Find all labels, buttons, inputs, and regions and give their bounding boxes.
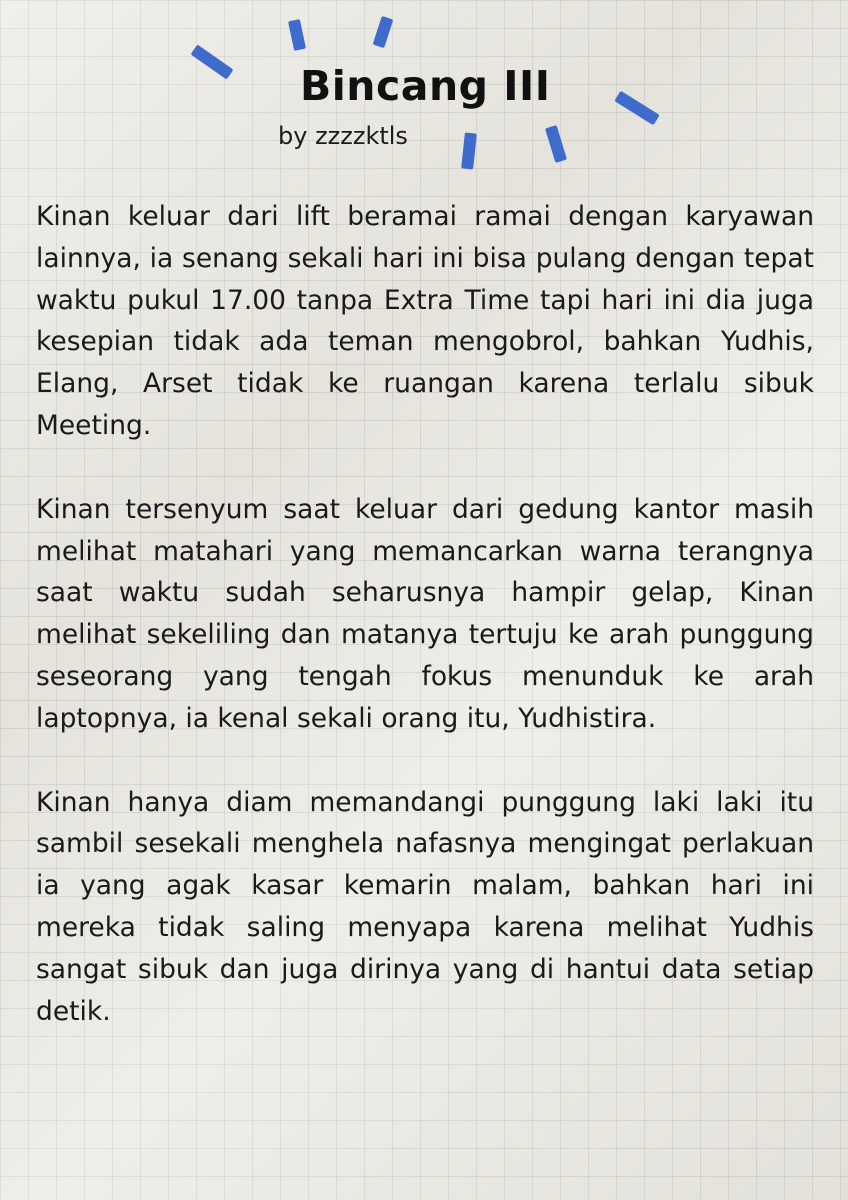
story-body	[36, 196, 814, 1074]
ray-bottom-left	[461, 132, 477, 169]
paragraph-2: Kinan tersenyum saat keluar dari gedung kantor masih melihat matahari yang memancarkan warna terangnya saat waktu sudah seharusnya hampir gelap, Kinan melihat sekeliling dan matanya tertuju ke arah punggung seseorang yang tengah fokus menunduk ke arah laptopnya, ia kenal sekali orang itu, Yudhistira.	[36, 493, 814, 734]
ray-bottom-right	[545, 125, 567, 163]
ray-left-top	[191, 44, 234, 79]
author-credit: by zzzzktls	[278, 122, 408, 150]
ray-top-left	[288, 19, 306, 51]
paragraph-3: Kinan hanya diam memandangi punggung laki laki itu sambil sesekali menghela nafasnya mengingat perlakuan ia yang agak kasar kemarin malam, bahkan hari ini mereka tidak saling menyapa karena melihat Yudhis sangat sibuk dan juga dirinya yang di hantui data setiap detik.	[36, 786, 814, 1027]
story-title: Bincang III	[300, 62, 551, 110]
ray-top-right	[373, 16, 394, 48]
ray-right	[614, 91, 659, 126]
paragraph-1: Kinan keluar dari lift beramai ramai dengan karyawan lainnya, ia senang sekali hari ini bisa pulang dengan tepat waktu pukul 17.00 tanpa Extra Time tapi hari ini dia juga kesepian tidak ada teman mengobrol, bahkan Yudhis, Elang, Arset tidak ke ruangan karena terlalu sibuk Meeting.	[36, 201, 814, 441]
sunburst-rays-icon	[0, 0, 848, 220]
